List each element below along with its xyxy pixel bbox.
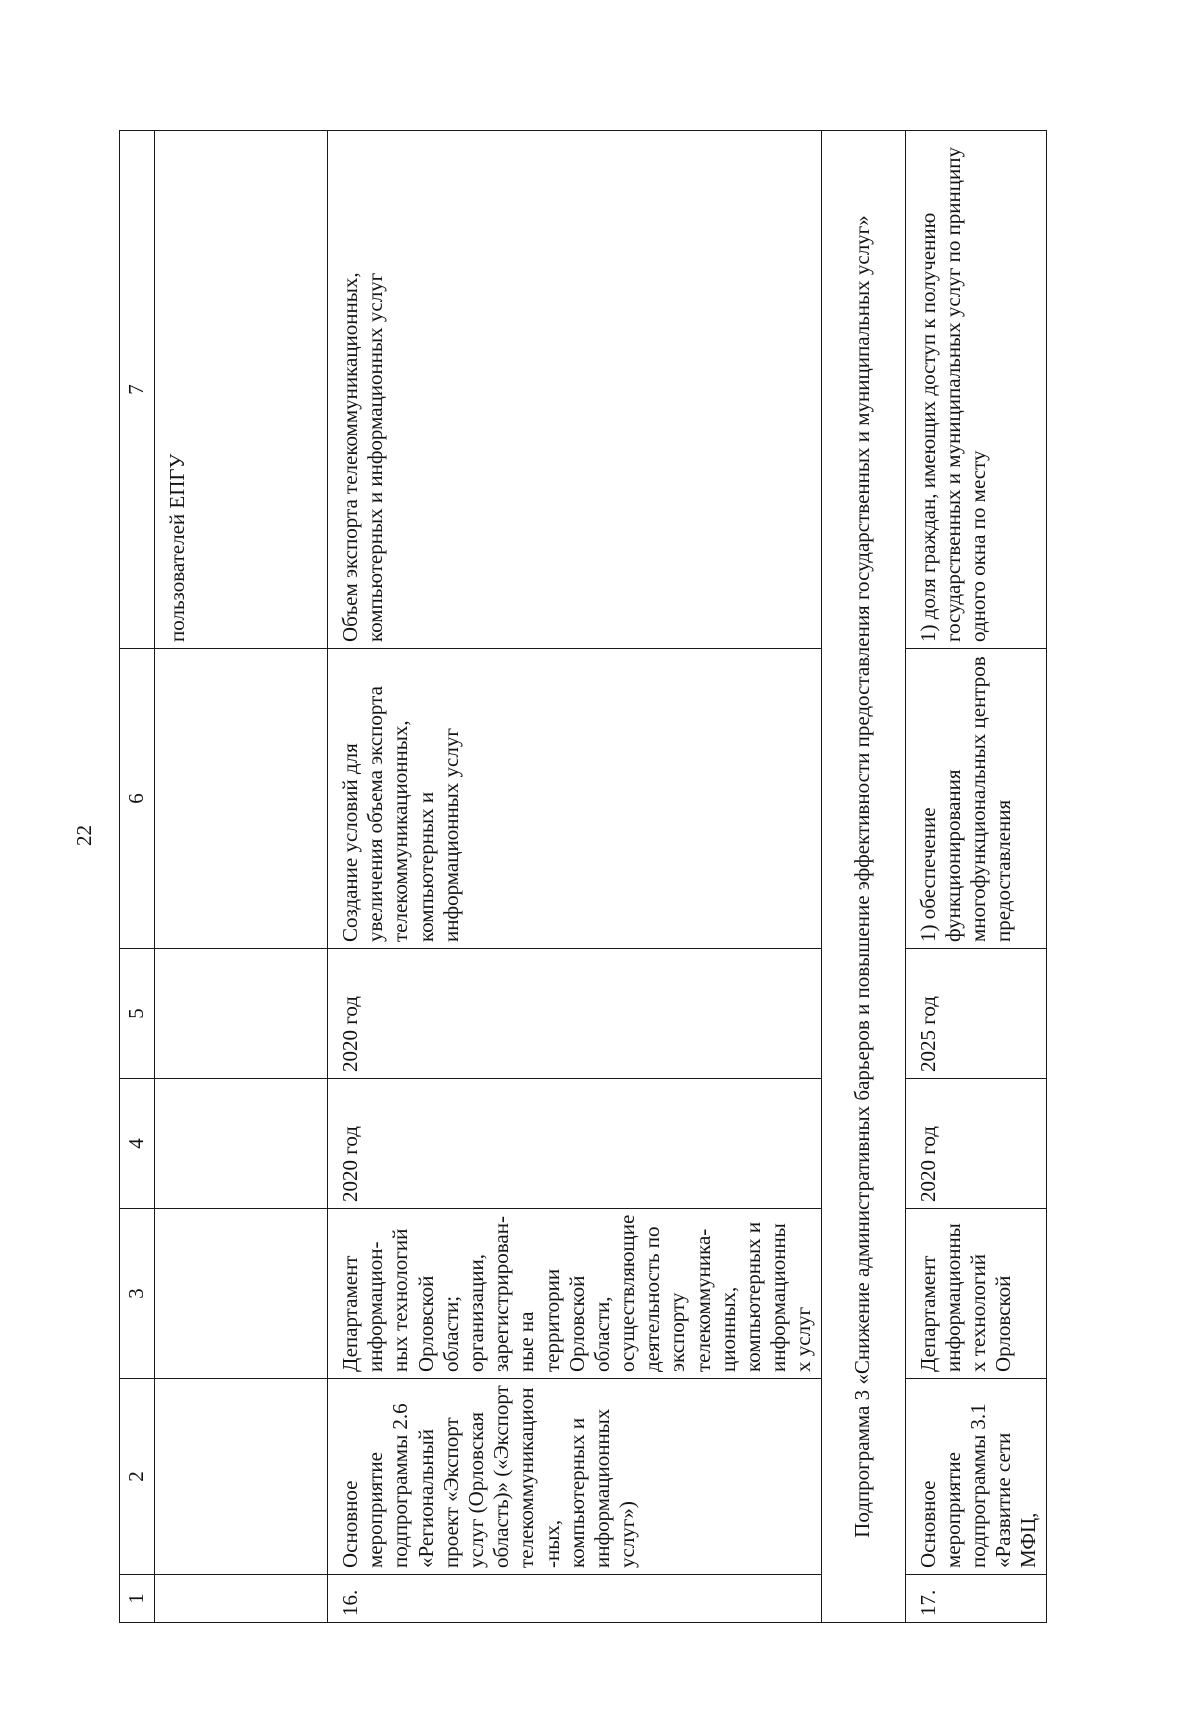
row17-event: Основное мероприятие подпрограммы 3.1 «Развитие сети МФЦ, (905, 1379, 1046, 1575)
subprogram-3-row (821, 131, 905, 1623)
table-row-16 (328, 131, 822, 1623)
header-cell-5: 5 (120, 949, 155, 1079)
row17-expected-result: 1) обеспечение функционирования многофункциональных центров предоставления (905, 649, 1046, 949)
row17-executor: Департамент информационных технологий Орловской (905, 1209, 1046, 1379)
row16-indicator: Объем экспорта телекоммуникационных, компьютерных и информационных услуг (328, 131, 822, 649)
table-row-17 (905, 131, 1046, 1623)
continuation-cell-3 (155, 1209, 328, 1379)
row16-number: 16. (328, 1575, 822, 1623)
header-cell-7: 7 (120, 131, 155, 649)
continuation-cell-5 (155, 949, 328, 1079)
rotated-table-area (119, 131, 1079, 1623)
header-cell-4: 4 (120, 1079, 155, 1209)
continuation-cell-7: пользователей ЕПГУ (155, 131, 328, 649)
continuation-cell-1 (155, 1575, 328, 1623)
row17-end-year: 2025 год (905, 949, 1046, 1079)
continuation-row (155, 131, 328, 1623)
header-cell-1: 1 (120, 1575, 155, 1623)
header-cell-2: 2 (120, 1379, 155, 1575)
subprogram-3-title: Подпрограмма 3 «Снижение административных барьеров и повышение эффективности предоставления государственных и муниципальных услуг» (821, 131, 905, 1623)
continuation-cell-2 (155, 1379, 328, 1575)
page-number: 22 (72, 825, 96, 846)
row16-event: Основное мероприятие подпрограммы 2.6 «Региональный проект «Экспорт услуг (Орловская область)» («Экспорт телекоммуникацион-ных, компьютерных и информационных услуг») (328, 1379, 822, 1575)
row16-end-year: 2020 год (328, 949, 822, 1079)
header-cell-6: 6 (120, 649, 155, 949)
row16-executor: Департамент информацион-ных технологий Орловской области; организации, зарегистрирован-ные на территории Орловской области, осуществляющие деятельность по экспорту телекоммуника-ционных, компьютерных и информационных услуг (328, 1209, 822, 1379)
header-cell-3: 3 (120, 1209, 155, 1379)
row16-expected-result: Создание условий для увеличения объема экспорта телекоммуникационных, компьютерных и информационных услуг (328, 649, 822, 949)
continuation-cell-6 (155, 649, 328, 949)
row17-number: 17. (905, 1575, 1046, 1623)
column-number-row (120, 131, 155, 1623)
row16-start-year: 2020 год (328, 1079, 822, 1209)
continuation-cell-4 (155, 1079, 328, 1209)
row17-start-year: 2020 год (905, 1079, 1046, 1209)
row17-indicator: 1) доля граждан, имеющих доступ к получению государственных и муниципальных услуг по принципу одного окна по месту (905, 131, 1046, 649)
program-events-table (119, 130, 1047, 1623)
